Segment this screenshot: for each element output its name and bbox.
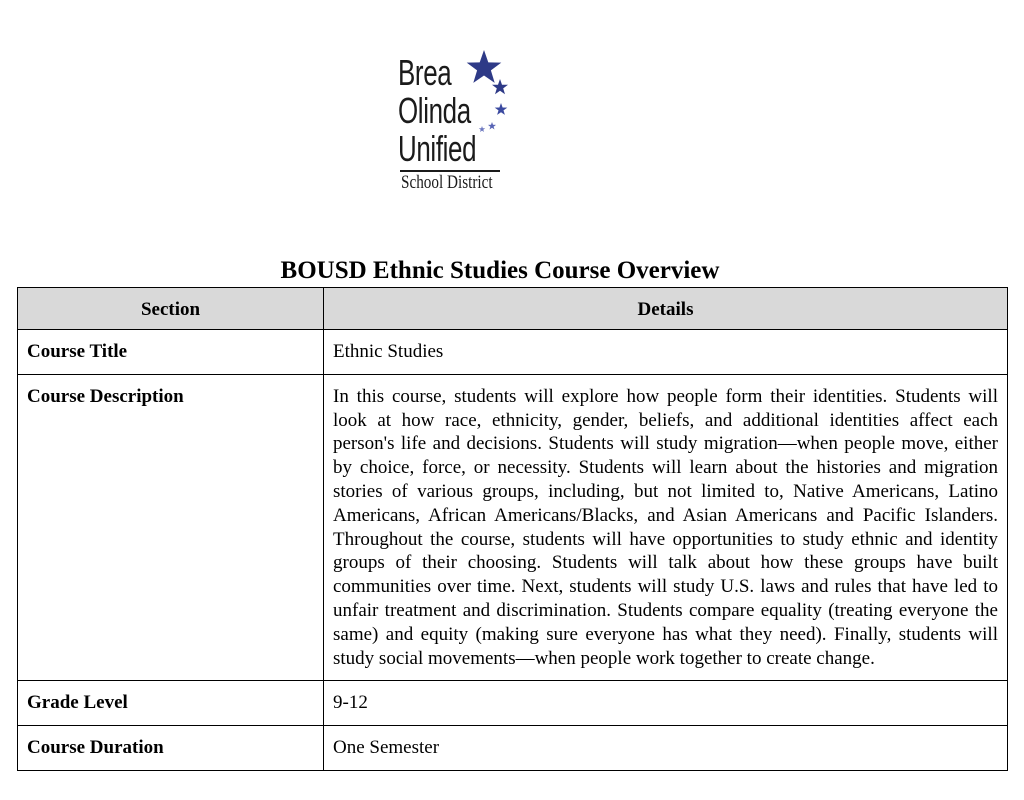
table-row-course-duration	[18, 726, 1008, 771]
row-label: Course Duration	[18, 726, 324, 771]
row-value: Ethnic Studies	[324, 330, 1008, 375]
star-small-icon	[495, 103, 508, 115]
star-medium-icon	[492, 79, 508, 94]
logo-stars-icon	[398, 46, 518, 196]
table-header-row	[18, 288, 1008, 330]
row-value: In this course, students will explore how people form their identities. Students will look at how race, ethnicity, gender, beliefs, and additional identities affect each person's life and decisions. Students will study migration—when people move, either by choice, force, or necessity. Students will learn about the histories and migration stories of various groups, including, but not limited to, Native Americans, Latino Americans, African Americans/Blacks, and Asian Americans and Pacific Islanders. Throughout the course, students will have opportunities to study ethnic and identity groups of their choosing. Students will talk about how these groups have built communities over time. Next, students will study U.S. laws and rules that have led to unfair treatment and discrimination. Students compare equality (treating everyone the same) and equity (making sure everyone has what they need). Finally, students will study social movements—when people work together to create change.	[324, 374, 1008, 681]
district-logo	[398, 46, 518, 196]
logo-text-olinda: Olinda	[398, 90, 471, 131]
table-row-grade-level	[18, 681, 1008, 726]
logo-text-unified: Unified	[398, 128, 477, 169]
header-details: Details	[324, 288, 1008, 330]
logo-text-brea: Brea	[398, 52, 452, 93]
course-overview-table	[17, 287, 1008, 771]
star-tiny-2-icon	[479, 126, 485, 132]
document-title: BOUSD Ethnic Studies Course Overview	[280, 257, 720, 284]
table-row-course-title	[18, 330, 1008, 375]
table-row-course-description	[18, 374, 1008, 681]
star-large-icon	[467, 50, 502, 83]
header-section: Section	[18, 288, 324, 330]
row-label: Course Description	[18, 374, 324, 681]
logo-text-school-district: School District	[401, 172, 493, 193]
row-value: 9-12	[324, 681, 1008, 726]
row-label: Grade Level	[18, 681, 324, 726]
row-label: Course Title	[18, 330, 324, 375]
star-tiny-1-icon	[488, 122, 496, 130]
row-value: One Semester	[324, 726, 1008, 771]
